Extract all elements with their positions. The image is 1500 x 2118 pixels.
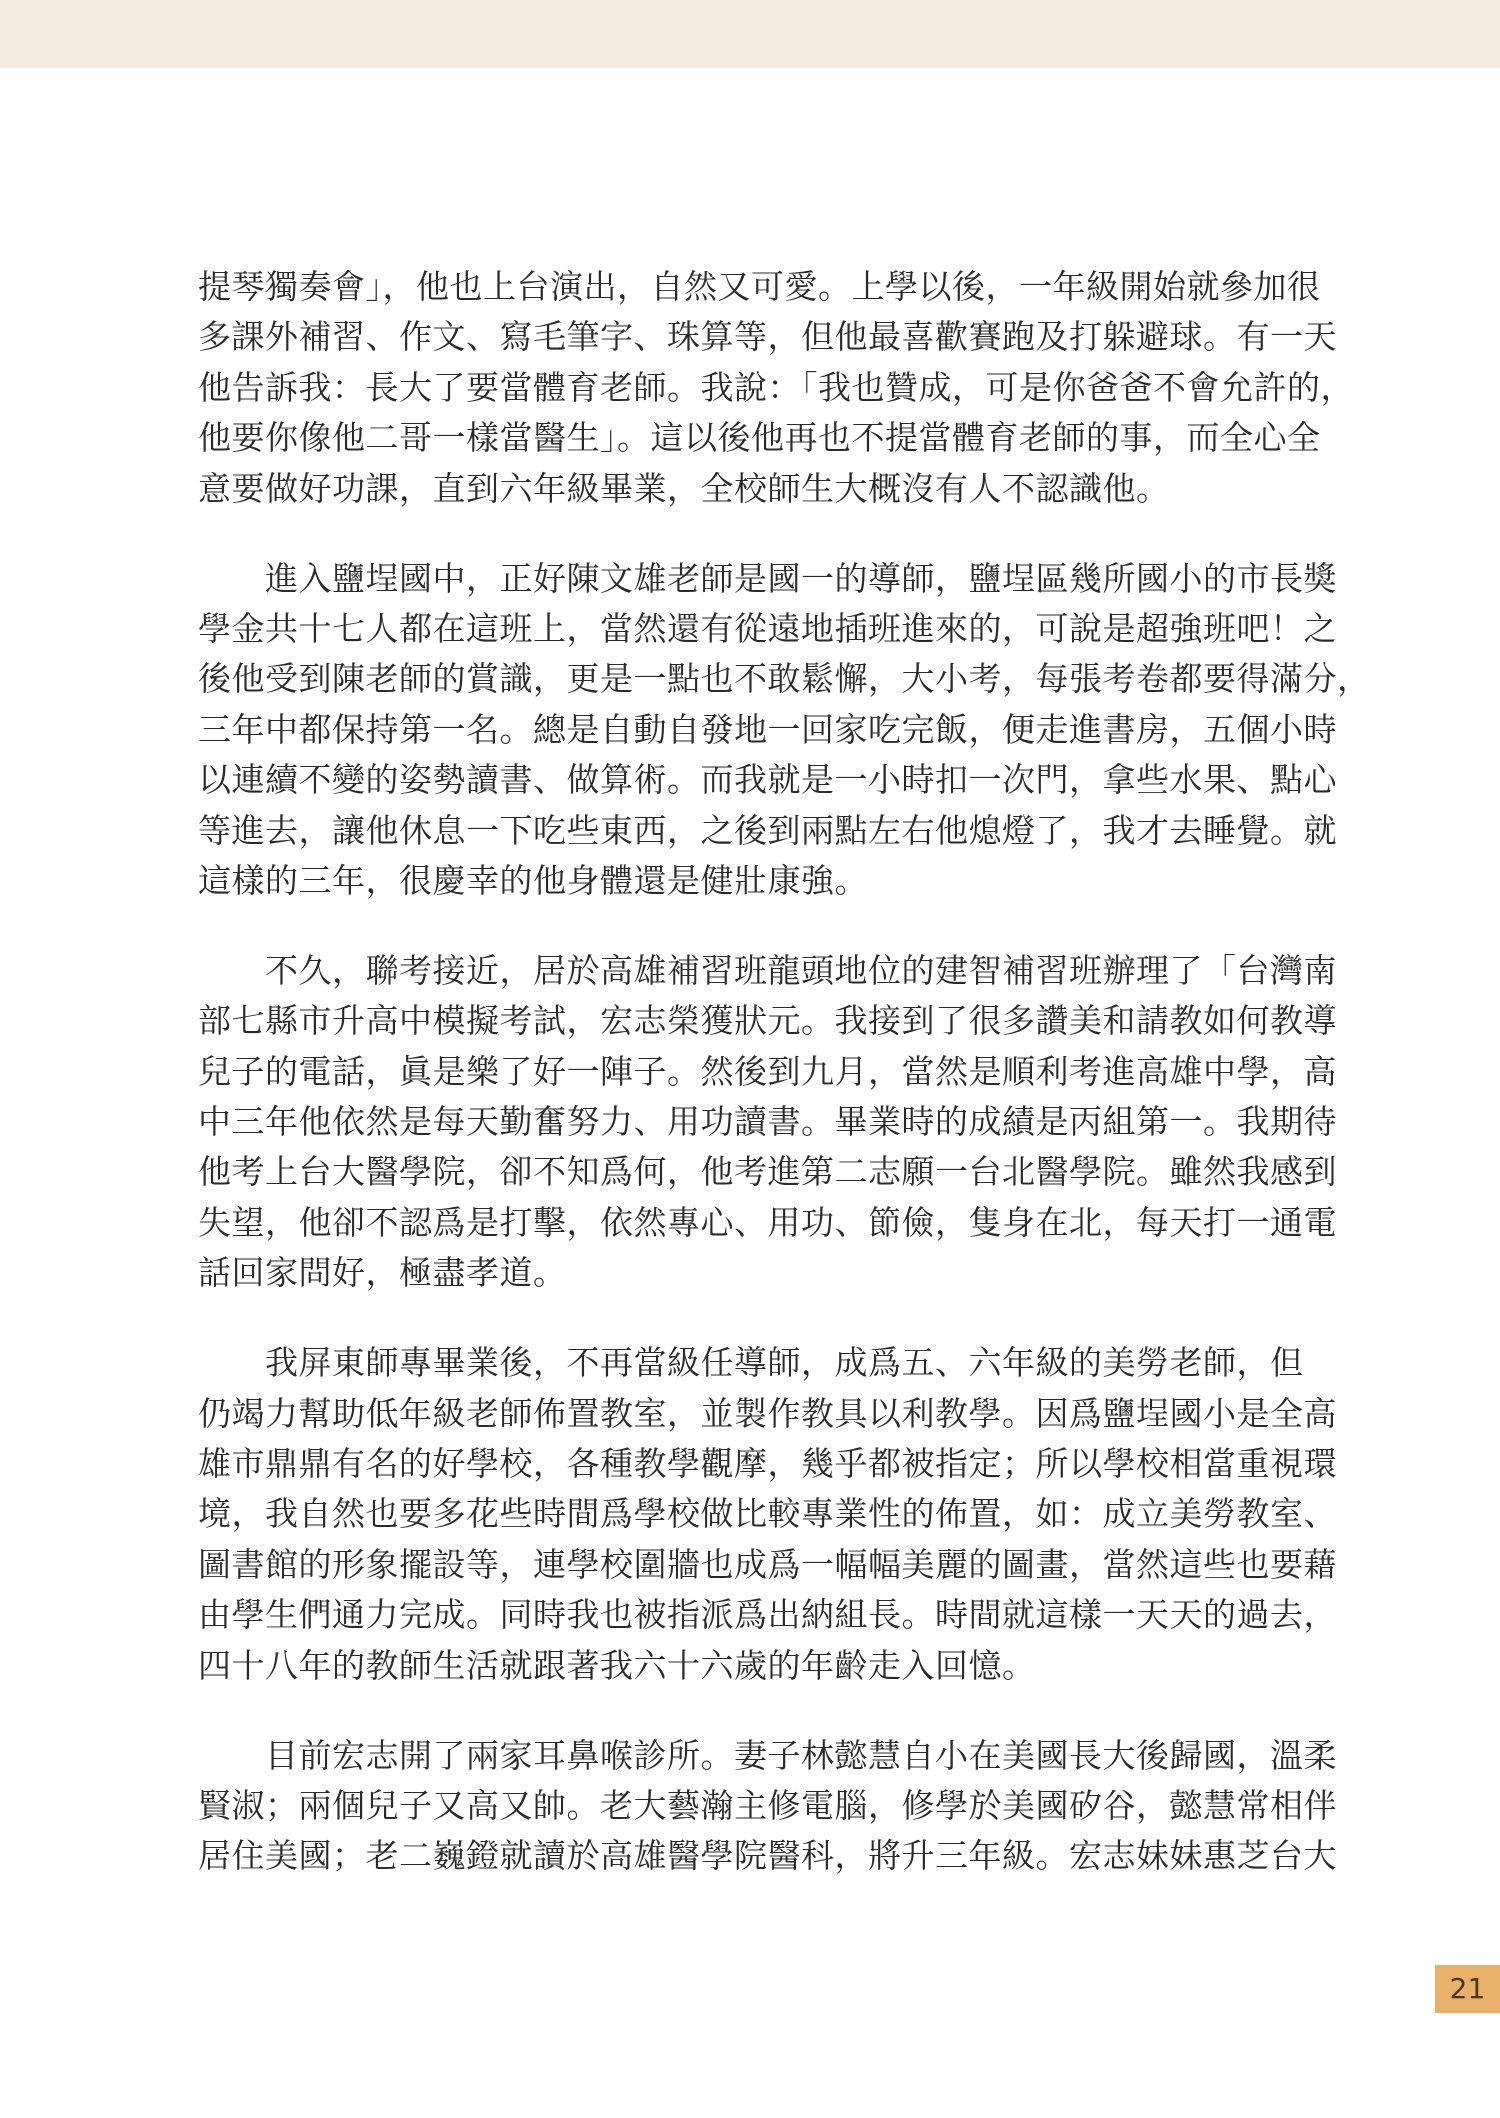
- text-line: 圖書館的形象擺設等，連學校圍牆也成爲一幅幅美麗的圖畫，當然這些也要藉: [198, 1544, 1337, 1584]
- header-band: [0, 0, 1500, 68]
- text-line: 三年中都保持第一名。總是自動自發地一回家吃完飯，便走進書房，五個小時: [198, 709, 1337, 749]
- text-line: 意要做好功課，直到六年級畢業，全校師生大概沒有人不認識他。: [198, 468, 1170, 508]
- text-line: 話回家問好，極盡孝道。: [198, 1253, 567, 1293]
- text-line: 這樣的三年，很慶幸的他身體還是健壯康強。: [198, 860, 868, 900]
- paragraph-gap: [198, 1299, 1310, 1339]
- text-line: 學金共十七人都在這班上，當然還有從遠地插班進來的，可說是超強班吧！之: [198, 608, 1337, 648]
- text-line: 由學生們通力完成。同時我也被指派爲出納組長。時間就這樣一天天的過去，: [198, 1595, 1337, 1635]
- text-line: 不久，聯考接近，居於高雄補習班龍頭地位的建智補習班辦理了「台灣南: [198, 950, 1337, 990]
- text-line: 兒子的電話，眞是樂了好一陣子。然後到九月，當然是順利考進高雄中學，高: [198, 1051, 1337, 1091]
- page-number: 21: [1435, 1965, 1500, 2013]
- text-line: 等進去，讓他休息一下吃些東西，之後到兩點左右他熄燈了，我才去睡覺。就: [198, 810, 1337, 850]
- paragraph-gap: [198, 514, 1310, 554]
- paragraph-gap: [198, 1691, 1310, 1731]
- text-line: 後他受到陳老師的賞識，更是一點也不敢鬆懈，大小考，每張考卷都要得滿分，: [198, 659, 1371, 699]
- text-line: 他要你像他二哥一樣當醫生」。這以後他再也不提當體育老師的事，而全心全: [198, 418, 1321, 458]
- text-line: 他告訴我：長大了要當體育老師。我說：「我也贊成，可是你爸爸不會允許的，: [198, 367, 1354, 407]
- text-line: 賢淑；兩個兒子又高又帥。老大藝瀚主修電腦，修學於美國矽谷，懿慧常相伴: [198, 1785, 1337, 1825]
- text-line: 中三年他依然是每天勤奮努力、用功讀書。畢業時的成績是丙組第一。我期待: [198, 1102, 1337, 1142]
- paragraph-gap: [198, 906, 1310, 946]
- text-line: 四十八年的教師生活就跟著我六十六歲的年齡走入回憶。: [198, 1645, 1036, 1685]
- text-line: 仍竭力幫助低年級老師佈置教室，並製作教具以利教學。因爲鹽埕國小是全高: [198, 1393, 1337, 1433]
- text-line: 居住美國；老二巍鐙就讀於高雄醫學院醫科，將升三年級。宏志妹妹惠芝台大: [198, 1836, 1337, 1876]
- text-line: 進入鹽埕國中，正好陳文雄老師是國一的導師，鹽埕區幾所國小的市長獎: [198, 558, 1337, 598]
- text-line: 多課外補習、作文、寫毛筆字、珠算等，但他最喜歡賽跑及打躲避球。有一天: [198, 317, 1337, 357]
- text-line: 我屏東師專畢業後，不再當級任導師，成爲五、六年級的美勞老師，但: [198, 1343, 1304, 1383]
- text-line: 提琴獨奏會」，他也上台演出，自然又可愛。上學以後，一年級開始就參加很: [198, 267, 1321, 306]
- text-line: 目前宏志開了兩家耳鼻喉診所。妻子林懿慧自小在美國長大後歸國，溫柔: [198, 1735, 1337, 1775]
- text-line: 以連續不變的姿勢讀書、做算術。而我就是一小時扣一次門，拿些水果、點心: [198, 760, 1337, 800]
- body-text: [198, 262, 1371, 1882]
- text-line: 雄市鼎鼎有名的好學校，各種教學觀摩，幾乎都被指定；所以學校相當重視環: [198, 1443, 1337, 1483]
- text-line: 他考上台大醫學院，卻不知爲何，他考進第二志願一台北醫學院。雖然我感到: [198, 1152, 1337, 1192]
- text-line: 境，我自然也要多花些時間爲學校做比較專業性的佈置，如：成立美勞教室、: [198, 1494, 1337, 1534]
- text-line: 失望，他卻不認爲是打擊，依然專心、用功、節儉，隻身在北，每天打一通電: [198, 1202, 1337, 1242]
- text-line: 部七縣市升高中模擬考試，宏志榮獲狀元。我接到了很多讚美和請教如何教導: [198, 1001, 1337, 1041]
